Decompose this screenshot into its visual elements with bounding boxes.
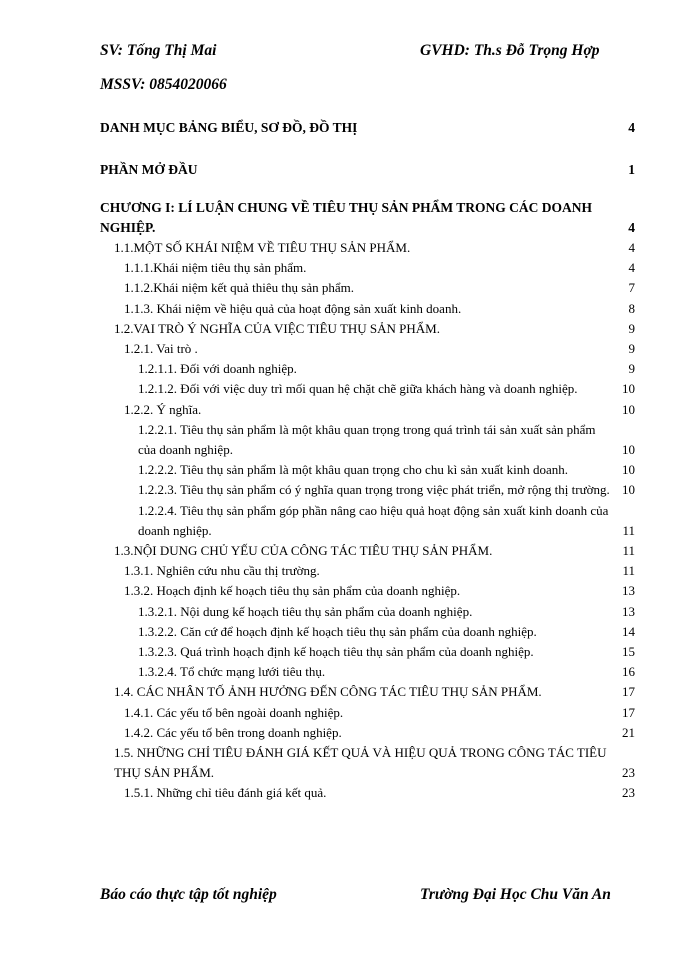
toc-entry-page: 17 [622,684,635,700]
toc-entry[interactable] [100,160,635,180]
toc-entry-page: 4 [628,120,635,135]
toc-entry-page: 10 [622,462,635,478]
toc-entry[interactable] [100,278,635,298]
toc-entry-page: 10 [622,401,635,417]
toc-entry[interactable] [100,379,635,399]
toc-entry-page: 10 [622,442,635,458]
toc-entry-title: 1.2.1.1. Đối với doanh nghiệp. [138,361,297,377]
toc-entry-title: 1.4.1. Các yếu tố bên ngoài doanh nghiệp. [124,704,344,720]
toc-entry-title: 1.1.3. Khái niệm về hiệu quả của hoạt động sản xuất kinh doanh. [124,300,462,316]
toc-entry-title: 1.2.VAI TRÒ Ý NGHĨA CỦA VIỆC TIÊU THỤ SẢN PHẨM. [114,320,440,336]
toc-entry[interactable] [100,581,635,601]
header-advisor: GVHD: Th.s Đỗ Trọng Hợp [420,42,600,59]
toc-entry[interactable] [100,642,635,662]
toc-entry-title: 1.5. NHỮNG CHỈ TIÊU ĐÁNH GIÁ KẾT QUẢ VÀ HIỆU QUẢ TRONG CÔNG TÁC TIÊU THỤ SẢN PHẨM. [114,745,607,781]
toc-entry-page: 10 [622,381,635,397]
toc-entry-page: 4 [628,260,635,276]
toc-entry-title: 1.3.NỘI DUNG CHỦ YẾU CỦA CÔNG TÁC TIÊU THỤ SẢN PHẨM. [114,543,493,559]
toc-entry-page: 8 [628,300,635,316]
toc-entry[interactable] [100,238,635,258]
toc-entry[interactable] [100,662,635,682]
toc-entry-title: 1.2.1.2. Đối với việc duy trì mối quan hệ chặt chẽ giữa khách hàng và doanh nghiệp. [138,381,578,397]
toc-entry[interactable] [100,198,635,238]
footer-school-name: Trường Đại Học Chu Văn An [420,886,611,903]
toc-entry-title: 1.4. CÁC NHÂN TỐ ẢNH HƯỞNG ĐẾN CÔNG TÁC TIÊU THỤ SẢN PHẨM. [114,684,542,700]
toc-entry-title: 1.2.2. Ý nghĩa. [124,401,202,417]
toc-entry[interactable] [100,602,635,622]
toc-entry-title: DANH MỤC BẢNG BIỂU, SƠ ĐỒ, ĐỒ THỊ [100,120,358,135]
table-of-contents [100,118,635,804]
toc-entry-page: 14 [622,623,635,639]
toc-entry-page: 13 [622,583,635,599]
toc-entry-page: 10 [622,482,635,498]
toc-entry[interactable] [100,682,635,702]
toc-entry-title: 1.3.2.3. Quá trình hoạch định kế hoạch tiêu thụ sản phẩm của doanh nghiệp. [138,644,534,660]
toc-entry-title: 1.3.1. Nghiên cứu nhu cầu thị trường. [124,563,320,579]
toc-entry-page: 11 [622,543,635,559]
toc-entry-title: 1.3.2. Hoạch định kế hoạch tiêu thụ sản phẩm của doanh nghiệp. [124,583,461,599]
toc-entry[interactable] [100,541,635,561]
toc-entry[interactable] [100,299,635,319]
toc-entry-page: 17 [622,704,635,720]
toc-entry[interactable] [100,118,635,138]
toc-entry-title: 1.3.2.1. Nội dung kế hoạch tiêu thụ sản phẩm của doanh nghiệp. [138,603,473,619]
toc-entry-page: 15 [622,644,635,660]
toc-entry-title: 1.2.2.3. Tiêu thụ sản phẩm có ý nghĩa quan trọng trong việc phát triển, mở rộng thị trường. [138,482,610,498]
toc-entry-title: 1.1.1.Khái niệm tiêu thụ sản phẩm. [124,260,307,276]
toc-entry[interactable] [100,723,635,743]
toc-entry-title: 1.2.2.1. Tiêu thụ sản phẩm là một khâu quan trọng trong quá trình tái sản xuất sản phẩm của doanh nghiệp. [138,421,596,458]
toc-entry[interactable] [100,339,635,359]
toc-entry[interactable] [100,783,635,803]
toc-entry[interactable] [100,460,635,480]
toc-entry-title: 1.2.2.2. Tiêu thụ sản phẩm là một khâu quan trọng cho chu kì sản xuất kinh doanh. [138,462,569,478]
toc-entry-page: 4 [628,240,635,255]
toc-entry-page: 9 [628,320,635,336]
toc-entry[interactable] [100,319,635,339]
toc-entry-title: 1.3.2.2. Căn cứ để hoạch định kế hoạch tiêu thụ sản phẩm của doanh nghiệp. [138,623,537,639]
toc-entry[interactable] [100,743,635,783]
toc-entry-page: 11 [622,522,635,538]
toc-entry[interactable] [100,258,635,278]
toc-entry-title: 1.3.2.4. Tổ chức mạng lưới tiêu thụ. [138,664,326,680]
toc-entry-title: 1.1.MỘT SỐ KHÁI NIỆM VỀ TIÊU THỤ SẢN PHẨM. [114,240,411,255]
toc-entry-page: 7 [628,280,635,296]
toc-entry[interactable] [100,622,635,642]
toc-entry-page: 4 [628,220,635,235]
toc-entry[interactable] [100,561,635,581]
toc-entry-title: 1.1.2.Khái niệm kết quả thiêu thụ sản phẩm. [124,280,354,296]
toc-entry-page: 23 [622,785,635,801]
toc-entry[interactable] [100,480,635,500]
toc-entry-page: 9 [628,361,635,377]
header-student-name: SV: Tống Thị Mai [100,42,217,59]
toc-entry-title: 1.2.2.4. Tiêu thụ sản phẩm góp phần nâng cao hiệu quả hoạt động sản xuất kinh doanh của doanh nghiệp. [138,502,609,538]
toc-entry-title: PHẦN MỞ ĐẦU [100,162,198,177]
toc-entry[interactable] [100,501,635,541]
toc-entry-page: 1 [628,162,635,177]
toc-entry-title: CHƯƠNG I: LÍ LUẬN CHUNG VỀ TIÊU THỤ SẢN PHẨM TRONG CÁC DOANH NGHIỆP. [100,200,593,235]
toc-entry[interactable] [100,420,635,460]
toc-entry-page: 11 [622,563,635,579]
toc-entry-page: 23 [622,765,635,781]
toc-entry-page: 9 [628,341,635,357]
toc-entry[interactable] [100,359,635,379]
toc-entry[interactable] [100,703,635,723]
toc-entry-page: 13 [622,603,635,619]
footer-report-title: Báo cáo thực tập tốt nghiệp [100,886,277,903]
header-student-id: MSSV: 0854020066 [100,76,227,93]
toc-entry-title: 1.4.2. Các yếu tố bên trong doanh nghiệp. [124,724,342,740]
toc-entry-title: 1.5.1. Những chỉ tiêu đánh giá kết quả. [124,785,327,801]
toc-entry-page: 21 [622,724,635,740]
toc-entry[interactable] [100,400,635,420]
toc-entry-title: 1.2.1. Vai trò . [124,341,198,357]
toc-entry-page: 16 [622,664,635,680]
